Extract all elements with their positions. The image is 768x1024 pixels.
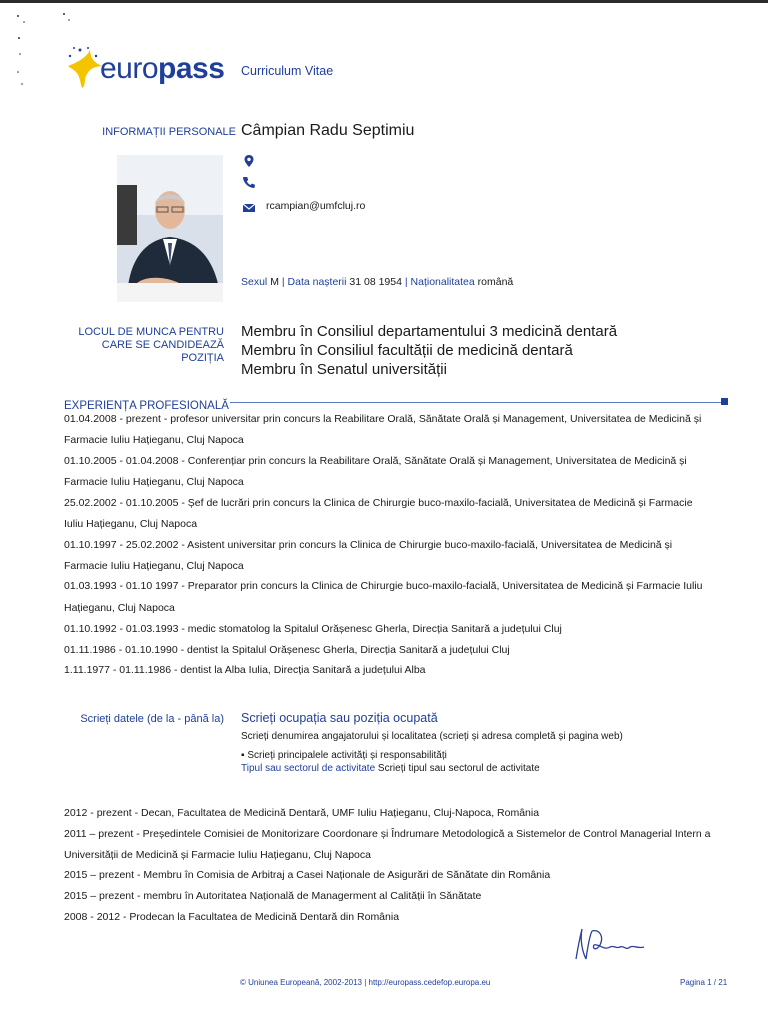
nationality-label: Naționalitatea: [410, 276, 475, 288]
sex-value: M: [270, 276, 279, 288]
personal-info-section-label: INFORMAȚII PERSONALE: [102, 126, 236, 138]
template-sector-label: Tipul sau sectorul de activitate: [241, 763, 376, 774]
birth-date-label: Data nașterii: [287, 276, 347, 288]
location-icon: [242, 154, 256, 168]
template-sector-value: Scrieți tipul sau sectorul de activitate: [377, 763, 540, 774]
profile-photo-illustration: [117, 155, 223, 302]
europass-logo: [100, 52, 224, 86]
other-position-line: 2015 – prezent - Membru în Comisia de Arbitraj a Casei Naționale de Asigurări de Sănătate din România: [64, 869, 551, 881]
target-position-line: Membru în Consiliul departamentului 3 medicină dentară: [241, 323, 618, 340]
template-date-label: Scrieți datele (de la - până la): [80, 713, 224, 725]
target-label-line-2: CARE SE CANDIDEAZĂ: [101, 339, 224, 351]
logo-text-bold: pass: [158, 52, 225, 85]
template-occupation-title: Scrieți ocupația sau poziția ocupată: [241, 711, 438, 725]
logo-text-plain: euro: [100, 52, 159, 85]
template-employer: Scrieți denumirea angajatorului și localitatea (scrieți și adresa completă și pagina web): [241, 731, 623, 742]
page-number: Pagina 1 / 21: [680, 978, 728, 987]
experience-line: 01.11.1986 - 01.10.1990 - dentist la Spitalul Orășenesc Gherla, Direcția Sanitară a județului Cluj: [64, 644, 510, 656]
target-position-section-label: [40, 326, 224, 365]
experience-line: 25.02.2002 - 01.10.2005 - Șef de lucrări prin concurs la Clinica de Chirurgie buco-maxilo-facială, Universitatea de Medicină și Farmacie: [64, 497, 693, 509]
handwritten-signature: [570, 925, 650, 970]
birth-date-value: 31 08 1954: [349, 276, 402, 288]
target-position-line: Membru în Consiliul facultății de medicină dentară: [241, 342, 573, 359]
sex-label: Sexul: [241, 276, 268, 288]
template-activities: ▪ Scrieți principalele activități și responsabilități: [241, 750, 447, 761]
section-divider: [230, 402, 724, 403]
profile-photo: [117, 155, 223, 302]
experience-line: Iuliu Hațieganu, Cluj Napoca: [64, 518, 198, 530]
experience-section-label: EXPERIENȚA PROFESIONALĂ: [64, 400, 229, 412]
document-type-label: Curriculum Vitae: [241, 64, 334, 78]
footer-copyright: © Uniunea Europeană, 2002-2013 | http://europass.cedefop.europa.eu: [240, 978, 491, 987]
experience-line: 01.04.2008 - prezent - profesor universitar prin concurs la Reabilitare Orală, Sănătate Orală și Management, Universitatea de Medicină și: [64, 413, 702, 425]
experience-line: 01.10.1997 - 25.02.2002 - Asistent universitar prin concurs la Clinica de Chirurgie buco-maxilo-facială, Universitatea de Medicină și: [64, 539, 673, 551]
target-position-line: Membru în Senatul universității: [241, 361, 447, 378]
experience-line: 01.03.1993 - 01.10 1997 - Preparator prin concurs la Clinica de Chirurgie buco-maxilo-facială, Universitatea de Medicină și Farmacie Iuliu: [64, 580, 703, 592]
other-position-line: 2011 – prezent - Președintele Comisiei de Monitorizare Coordonare și Îndrumare Metodologică a Sistemelor de Control Managerial Intern a: [64, 828, 711, 840]
phone-icon: [242, 175, 256, 189]
target-label-line-1: LOCUL DE MUNCA PENTRU: [78, 326, 224, 338]
experience-line: Farmacie Iuliu Hațieganu, Cluj Napoca: [64, 560, 244, 572]
experience-line: Farmacie Iuliu Hațieganu, Cluj Napoca: [64, 434, 244, 446]
experience-line: Hațieganu, Cluj Napoca: [64, 602, 175, 614]
other-position-line: 2008 - 2012 - Prodecan la Facultatea de Medicină Dentară din România: [64, 911, 400, 923]
email-value: rcampian@umfcluj.ro: [266, 200, 366, 212]
experience-line: 1.11.1977 - 01.11.1986 - dentist la Alba Iulia, Direcția Sanitară a județului Alba: [64, 664, 426, 676]
template-sector-line: [241, 763, 540, 774]
experience-line: 01.10.2005 - 01.04.2008 - Conferențiar prin concurs la Reabilitare Orală, Sănătate Orală și Management, Universitatea de Medicină și: [64, 455, 687, 467]
person-name: Câmpian Radu Septimiu: [241, 122, 415, 139]
experience-line: 01.10.1992 - 01.03.1993 - medic stomatolog la Spitalul Orășenesc Gherla, Direcția Sanitară a județului Cluj: [64, 623, 562, 635]
section-divider-end-marker: [721, 398, 728, 405]
experience-line: Farmacie Iuliu Hațieganu, Cluj Napoca: [64, 476, 244, 488]
other-position-line: Universității de Medicină și Farmacie Iuliu Hațieganu, Cluj Napoca: [64, 849, 371, 861]
email-icon: [242, 201, 256, 215]
other-position-line: 2015 – prezent - membru în Autoritatea Națională de Managerment al Calității în Sănătate: [64, 890, 482, 902]
top-border-line: [0, 0, 768, 3]
personal-details-line: Sexul M | Data nașterii 31 08 1954 | Naționalitatea română: [241, 276, 514, 288]
nationality-value: română: [477, 276, 514, 288]
other-position-line: 2012 - prezent - Decan, Facultatea de Medicină Dentară, UMF Iuliu Hațieganu, Cluj-Napoca, România: [64, 807, 540, 819]
target-label-line-3: POZIȚIA: [181, 352, 224, 364]
